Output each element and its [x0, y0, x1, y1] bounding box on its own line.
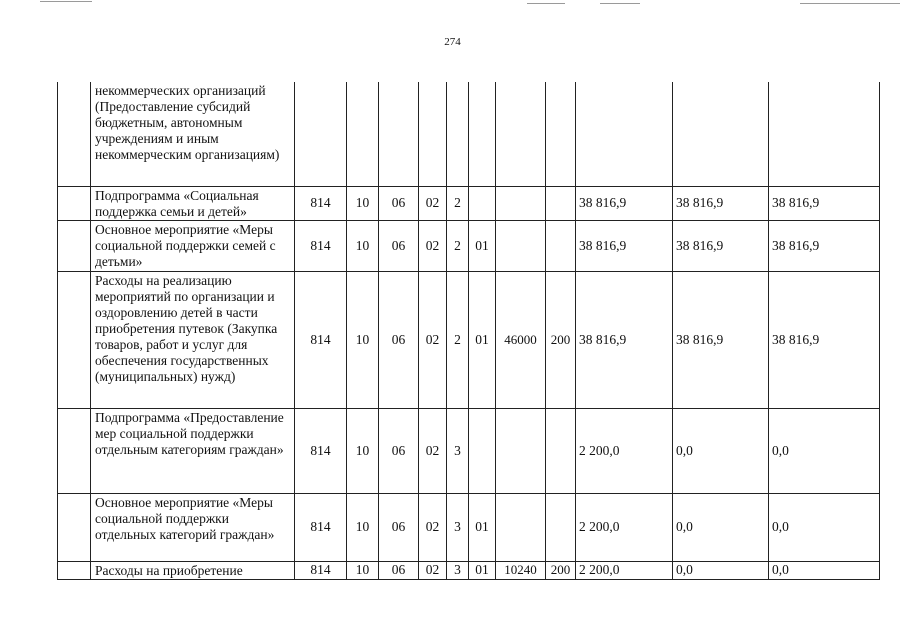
program-code-cell: 02	[419, 561, 447, 579]
section-code-cell: 10	[347, 561, 379, 579]
direction-code-cell	[496, 186, 546, 220]
page-number: 274	[444, 36, 461, 48]
expense-type-cell	[546, 82, 576, 186]
program-code-cell: 02	[419, 408, 447, 493]
amount-year3-cell: 38 816,9	[769, 271, 880, 408]
amount-year1-cell: 2 200,0	[576, 493, 673, 561]
direction-code-cell	[496, 408, 546, 493]
row-name-cell: Основное мероприятие «Меры социальной поддержки отдельных категорий граждан»	[91, 493, 295, 561]
subsection-code-cell	[379, 82, 419, 186]
table-row	[58, 408, 880, 493]
program-code-cell: 02	[419, 493, 447, 561]
amount-year2-cell: 38 816,9	[673, 271, 769, 408]
amount-year1-cell	[576, 82, 673, 186]
subprogram-code-cell: 2	[447, 186, 469, 220]
direction-code-cell	[496, 82, 546, 186]
blank-cell	[58, 82, 91, 186]
amount-year2-cell: 38 816,9	[673, 220, 769, 271]
amount-year1-cell: 2 200,0	[576, 561, 673, 579]
amount-year3-cell: 0,0	[769, 408, 880, 493]
expense-type-cell	[546, 493, 576, 561]
subprogram-code-cell: 3	[447, 493, 469, 561]
subprogram-code-cell: 3	[447, 561, 469, 579]
program-code-cell: 02	[419, 271, 447, 408]
table-row	[58, 186, 880, 220]
department-code-cell: 814	[295, 220, 347, 271]
row-name-cell: Расходы на реализацию мероприятий по организации и оздоровлению детей в части приобретения путевок (Закупка товаров, работ и услуг для обеспечения государственных (муниципальных) нужд)	[91, 271, 295, 408]
scan-artifact-line	[800, 3, 900, 4]
row-name-cell: Подпрограмма «Социальная поддержка семьи и детей»	[91, 186, 295, 220]
scan-artifact-line	[527, 3, 565, 4]
measure-code-cell: 01	[469, 561, 496, 579]
amount-year3-cell: 0,0	[769, 561, 880, 579]
amount-year2-cell: 0,0	[673, 493, 769, 561]
table-row	[58, 561, 880, 579]
amount-year2-cell	[673, 82, 769, 186]
measure-code-cell	[469, 186, 496, 220]
row-name-cell: Подпрограмма «Предоставление мер социальной поддержки отдельным категориям граждан»	[91, 408, 295, 493]
blank-cell	[58, 561, 91, 579]
row-name-cell: некоммерческих организаций (Предоставление субсидий бюджетным, автономным учреждениям и иным некоммерческим организациям)	[91, 82, 295, 186]
direction-code-cell	[496, 220, 546, 271]
blank-cell	[58, 220, 91, 271]
expense-type-cell	[546, 220, 576, 271]
department-code-cell: 814	[295, 408, 347, 493]
measure-code-cell	[469, 408, 496, 493]
amount-year3-cell: 38 816,9	[769, 220, 880, 271]
section-code-cell: 10	[347, 271, 379, 408]
blank-cell	[58, 493, 91, 561]
blank-cell	[58, 271, 91, 408]
direction-code-cell: 10240	[496, 561, 546, 579]
row-name-cell: Расходы на приобретение	[91, 561, 295, 579]
expense-type-cell: 200	[546, 271, 576, 408]
department-code-cell: 814	[295, 561, 347, 579]
amount-year1-cell: 38 816,9	[576, 271, 673, 408]
subsection-code-cell: 06	[379, 408, 419, 493]
department-code-cell: 814	[295, 271, 347, 408]
amount-year2-cell: 0,0	[673, 561, 769, 579]
department-code-cell: 814	[295, 186, 347, 220]
subsection-code-cell: 06	[379, 220, 419, 271]
subsection-code-cell: 06	[379, 493, 419, 561]
department-code-cell: 814	[295, 493, 347, 561]
amount-year2-cell: 0,0	[673, 408, 769, 493]
section-code-cell: 10	[347, 186, 379, 220]
direction-code-cell	[496, 493, 546, 561]
row-name-cell: Основное мероприятие «Меры социальной поддержки семей с детьми»	[91, 220, 295, 271]
budget-table	[57, 82, 880, 580]
amount-year1-cell: 38 816,9	[576, 220, 673, 271]
amount-year3-cell: 38 816,9	[769, 186, 880, 220]
subprogram-code-cell: 3	[447, 408, 469, 493]
blank-cell	[58, 186, 91, 220]
table-row	[58, 82, 880, 186]
subprogram-code-cell: 2	[447, 220, 469, 271]
measure-code-cell	[469, 82, 496, 186]
section-code-cell	[347, 82, 379, 186]
expense-type-cell	[546, 408, 576, 493]
blank-cell	[58, 408, 91, 493]
amount-year2-cell: 38 816,9	[673, 186, 769, 220]
table-row	[58, 493, 880, 561]
direction-code-cell: 46000	[496, 271, 546, 408]
amount-year1-cell: 38 816,9	[576, 186, 673, 220]
amount-year3-cell	[769, 82, 880, 186]
program-code-cell	[419, 82, 447, 186]
subsection-code-cell: 06	[379, 561, 419, 579]
expense-type-cell	[546, 186, 576, 220]
subsection-code-cell: 06	[379, 186, 419, 220]
subprogram-code-cell: 2	[447, 271, 469, 408]
program-code-cell: 02	[419, 186, 447, 220]
scan-artifact-line	[40, 1, 92, 2]
subprogram-code-cell	[447, 82, 469, 186]
measure-code-cell: 01	[469, 220, 496, 271]
section-code-cell: 10	[347, 408, 379, 493]
amount-year3-cell: 0,0	[769, 493, 880, 561]
table-row	[58, 220, 880, 271]
section-code-cell: 10	[347, 220, 379, 271]
measure-code-cell: 01	[469, 271, 496, 408]
measure-code-cell: 01	[469, 493, 496, 561]
program-code-cell: 02	[419, 220, 447, 271]
subsection-code-cell: 06	[379, 271, 419, 408]
expense-type-cell: 200	[546, 561, 576, 579]
table-row	[58, 271, 880, 408]
scan-artifact-line	[600, 3, 640, 4]
department-code-cell	[295, 82, 347, 186]
section-code-cell: 10	[347, 493, 379, 561]
amount-year1-cell: 2 200,0	[576, 408, 673, 493]
